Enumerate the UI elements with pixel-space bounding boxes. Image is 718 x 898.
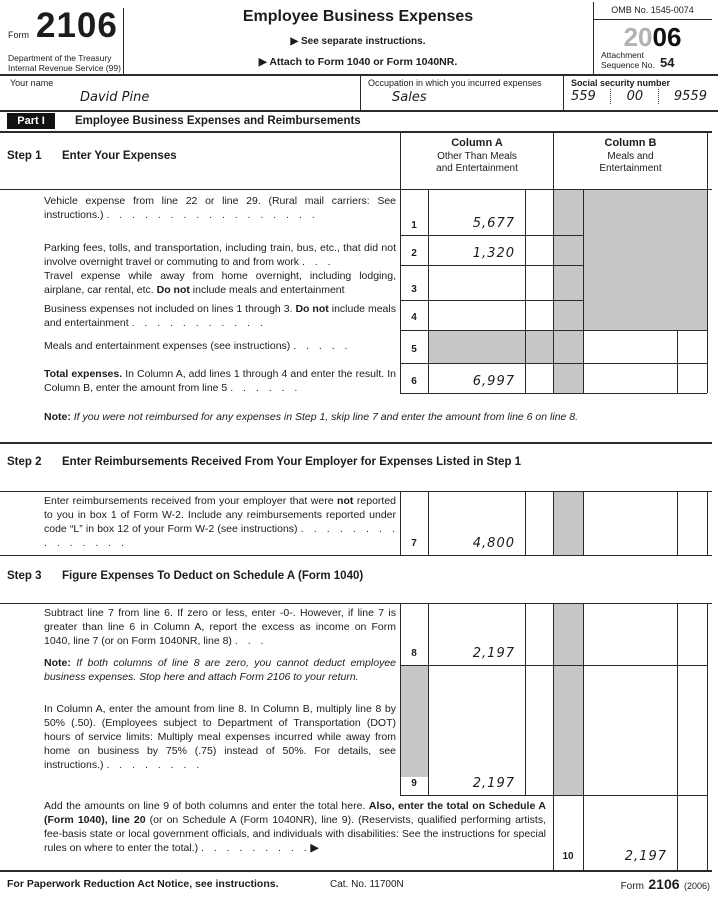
dot-leader: . . . (301, 256, 332, 268)
name-row-divider1 (360, 74, 361, 110)
grid-vline (400, 603, 401, 795)
shaded-divider-step2 (553, 491, 583, 555)
line2-number: 2 (411, 248, 417, 259)
grid-hline (0, 555, 712, 556)
line2-text: Parking fees, tolls, and transportation, including train, bus, etc., that did not involve overnight travel or commuting to and from work . . . (44, 242, 396, 268)
rule-above-step2 (0, 442, 712, 444)
attachment-word: Attachment (601, 50, 644, 60)
line8-number: 8 (411, 648, 417, 659)
rule-under-header (0, 74, 718, 76)
grid-vline (553, 491, 554, 555)
ssn-separator (658, 89, 660, 104)
form-word: Form (8, 30, 29, 40)
part1-title: Employee Business Expenses and Reimbursements (75, 115, 361, 127)
line10-arrow-icon: ▶ (310, 842, 319, 854)
part1-badge: Part I (7, 113, 55, 129)
sequence-label: Sequence No. (601, 60, 655, 70)
dot-leader: . . . . . . . . . . . (131, 317, 264, 329)
step1-title: Enter Your Expenses (62, 150, 177, 162)
grid-vline (707, 603, 708, 870)
grid-vline (677, 603, 678, 870)
line1-number: 1 (411, 220, 417, 231)
column-a-sub1: Other Than Meals (437, 150, 517, 162)
line8-note: Note: If both columns of line 8 are zero, you cannot deduct employee business expenses. Stop here and attach Form 2106 to your return. (44, 657, 396, 683)
line9-amount-a[interactable]: 2,197 (472, 776, 515, 791)
step1-table-top-rule (0, 131, 712, 133)
dot-leader: . . . . . (293, 340, 349, 352)
grid-vline (707, 131, 708, 393)
grid-hline (0, 491, 712, 492)
dot-leader: . . . . . . . . . (201, 842, 308, 854)
line4-number: 4 (411, 312, 417, 323)
grid-bottom-rule (0, 870, 712, 872)
step3-title: Figure Expenses To Deduct on Schedule A (Form 1040) (62, 570, 364, 582)
step2-label: Step 2 (7, 456, 42, 468)
column-a-name: Column A (451, 137, 503, 149)
grid-vline (525, 491, 526, 555)
ssn-separator (610, 89, 612, 104)
occupation-field[interactable]: Sales (392, 90, 427, 105)
form-number: 2106 (36, 6, 118, 45)
shaded-numcol-note8 (400, 665, 428, 777)
line10-amount-total[interactable]: 2,197 (624, 849, 667, 864)
line5-number: 5 (411, 344, 417, 355)
dot-leader: . . . (234, 635, 265, 647)
omb-underline (593, 19, 712, 20)
line3-number: 3 (411, 284, 417, 295)
column-b-header (554, 137, 707, 176)
column-b-name: Column B (604, 137, 657, 149)
step1-note: Note: If you were not reimbursed for any expenses in Step 1, skip line 7 and enter the amount from line 6 on line 8. (44, 411, 579, 423)
see-instructions-line: ▶ See separate instructions. (290, 36, 426, 47)
grid-vline (553, 131, 554, 393)
grid-vline (707, 491, 708, 555)
shaded-divider-step3 (553, 603, 583, 795)
paperwork-notice: For Paperwork Reduction Act Notice, see instructions. (7, 878, 279, 890)
step2-title: Enter Reimbursements Received From Your Employer for Expenses Listed in Step 1 (62, 456, 522, 468)
dept-line1: Department of the Treasury (8, 53, 112, 63)
line1-text: Vehicle expense from line 22 or line 29. (Rural mail carriers: See instructions.) . . . . . . . . . . . . . . . . . (44, 195, 396, 221)
column-a-header (400, 137, 554, 176)
dot-leader: . . . . . . . . (106, 759, 201, 771)
line9-text: In Column A, enter the amount from line 8. In Column B, multiply line 8 by 50% (.50). (Employees subject to Department of Transportation (DOT) hours of service limits: Multiply meal expenses incurred while away from home on business by 75% (.75) instead of 50%. For details, see instructions.) . . . . . . . . (44, 703, 396, 771)
tax-year-light: 20 (623, 22, 653, 52)
line5-text: Meals and entertainment expenses (see instructions) . . . . . (44, 340, 349, 352)
dot-leader: . . . . . . (230, 382, 299, 394)
ssn-field[interactable] (571, 89, 707, 104)
ssn-part1: 559 (571, 89, 596, 104)
grid-hline (0, 603, 712, 604)
catalog-number: Cat. No. 11700N (330, 879, 404, 890)
sequence-number: 54 (660, 55, 675, 70)
grid-vline (677, 330, 678, 393)
footer-form-year: (2006) (683, 881, 710, 891)
line6-text: Total expenses. In Column A, add lines 1 through 4 and enter the result. In Column B, enter the amount from line 5 . . . . . . (44, 368, 396, 394)
form-title: Employee Business Expenses (242, 8, 474, 25)
shaded-colB-lines1-4 (583, 189, 707, 330)
grid-vline (525, 603, 526, 795)
line4-text: Business expenses not included on lines 1 through 3. Do not include meals and entertainment . . . . . . . . . . . (44, 303, 396, 329)
line10-number: 10 (562, 851, 574, 862)
footer-form-id (520, 876, 710, 894)
footer-form-number: 2106 (648, 876, 680, 892)
line3-text: Travel expense while away from home overnight, including lodging, airplane, car rental, etc. Do not include meals and entertainment (44, 270, 396, 296)
line8-amount-a[interactable]: 2,197 (472, 646, 515, 661)
line9-number: 9 (411, 778, 417, 789)
ssn-label: Social security number (571, 78, 671, 88)
ssn-part2: 00 (626, 89, 644, 104)
column-b-sub2: Entertainment (599, 163, 662, 174)
grid-vline (428, 603, 429, 795)
tax-year-bold: 06 (652, 22, 682, 52)
attach-line: ▶ Attach to Form 1040 or Form 1040NR. (258, 56, 458, 68)
rule-under-name-row (0, 110, 718, 112)
line6-number: 6 (411, 376, 417, 387)
footer-form-word: Form (620, 881, 644, 892)
grid-vline (583, 491, 584, 555)
line2-amount-a[interactable]: 1,320 (472, 246, 515, 261)
column-a-sub2: and Entertainment (436, 163, 518, 174)
your-name-field[interactable]: David Pine (80, 90, 150, 105)
line10-text: Add the amounts on line 9 of both columns and enter the total here. Also, enter the total on Schedule A (Form 1040), line 20 (or on Schedule A (Form 1040NR), line 9). (Reservists, qualified performing artists, fee-basis state or local government officials, and individuals with disabilities: See the instructions for special rules on where to enter the total.) . . . . . . . . . ▶ (44, 800, 547, 854)
ssn-part3: 9559 (673, 89, 707, 104)
dot-leader: . . . . . . . . . . . . . . . (44, 523, 396, 549)
your-name-label: Your name (10, 78, 54, 88)
line8-text: Subtract line 7 from line 6. If zero or less, enter -0-. However, if line 7 is greater than line 6 in Column A, report the excess as income on Form 1040, line 7 (or on Form 1040NR, line 8) . . . (44, 607, 396, 647)
grid-hline (400, 393, 707, 394)
line7-amount-a[interactable]: 4,800 (472, 536, 515, 551)
grid-vline (677, 491, 678, 555)
line7-number: 7 (411, 538, 417, 549)
step3-label: Step 3 (7, 570, 42, 582)
omb-number: OMB No. 1545-0074 (611, 5, 694, 15)
grid-vline (553, 603, 554, 870)
step1-label: Step 1 (7, 150, 42, 162)
column-b-sub1: Meals and (607, 150, 654, 162)
name-row-divider2 (563, 74, 564, 110)
occupation-label: Occupation in which you incurred expenses (368, 78, 542, 88)
line7-text: Enter reimbursements received from your employer that were not reported to you in box 1 of Form W-2. Include any reimbursements reported under code “L” in box 12 of your Form W-2 (see instructions) . . . . . . . . . . . . . . . (44, 495, 396, 549)
grid-vline (583, 603, 584, 870)
line6-amount-a[interactable]: 6,997 (472, 374, 515, 389)
dot-leader: . . . . . . . . . . . . . . . . . (106, 209, 316, 221)
tax-year (593, 22, 712, 53)
dept-line2: Internal Revenue Service (99) (8, 63, 121, 73)
line1-amount-a[interactable]: 5,677 (472, 216, 515, 231)
grid-vline (525, 189, 526, 393)
shaded-colA-line5 (428, 330, 553, 363)
grid-hline (0, 189, 712, 190)
grid-vline (583, 189, 584, 393)
